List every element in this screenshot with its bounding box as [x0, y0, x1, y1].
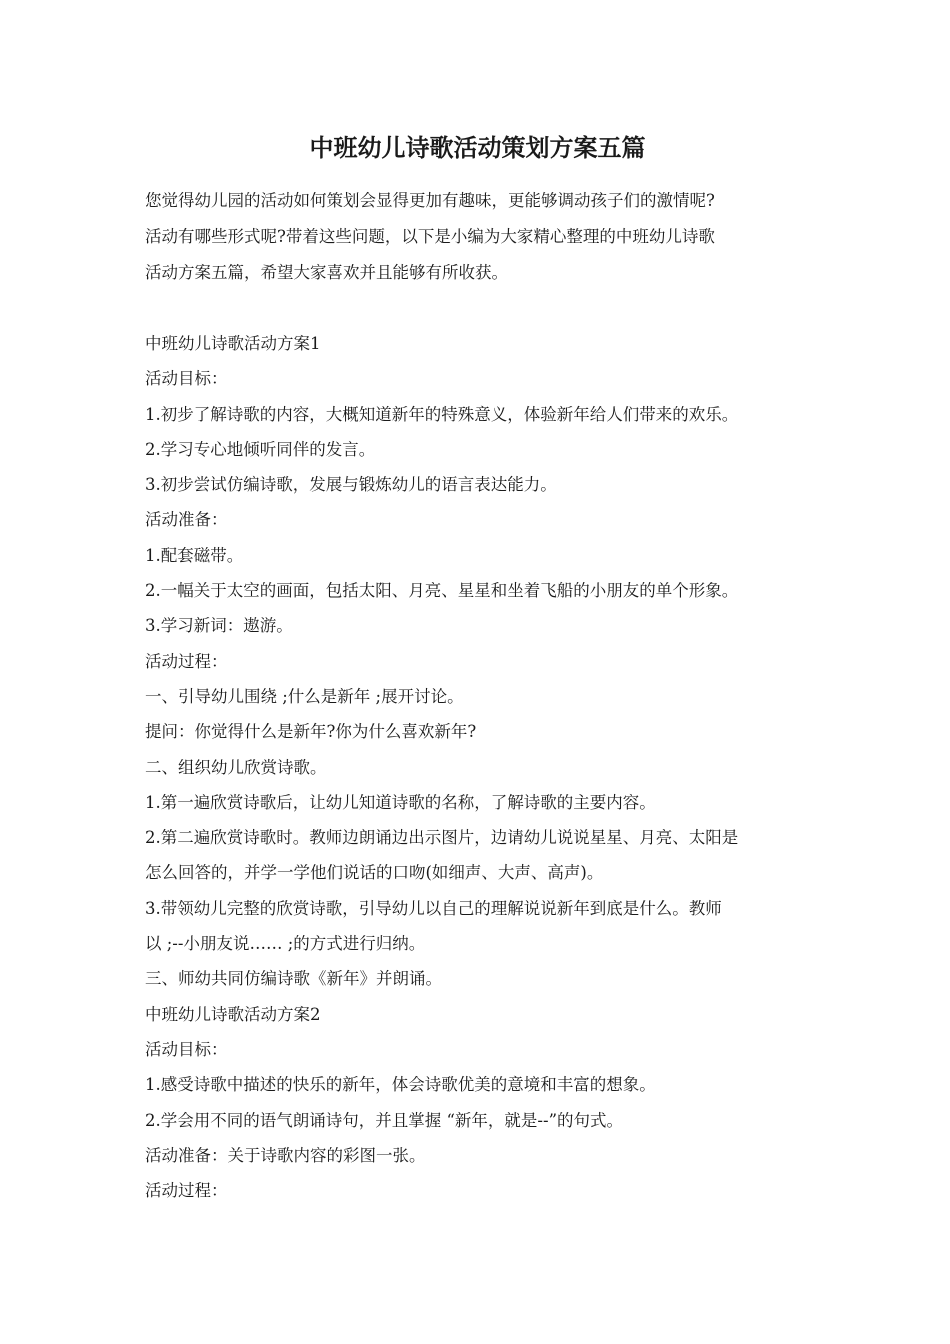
body-line: 以 ;--小朋友说…… ;的方式进行归纳。 [145, 934, 426, 954]
subheading-goals: 活动目标： [145, 1039, 228, 1059]
section-heading-plan-2: 中班幼儿诗歌活动方案2 [145, 1004, 321, 1024]
intro-paragraph [145, 183, 810, 291]
body-line: 1.配套磁带。 [145, 545, 244, 565]
body-line: 2.第二遍欣赏诗歌时。教师边朗诵边出示图片，边请幼儿说说星星、月亮、太阳是 [145, 828, 739, 848]
body-line: 3.带领幼儿完整的欣赏诗歌，引导幼儿以自己的理解说说新年到底是什么。教师 [145, 898, 722, 918]
body-line: 3.初步尝试仿编诗歌，发展与锻炼幼儿的语言表达能力。 [145, 475, 557, 495]
subheading-process: 活动过程： [145, 1181, 228, 1201]
section-heading-plan-1: 中班幼儿诗歌活动方案1 [145, 334, 321, 353]
body-line: 1.感受诗歌中描述的快乐的新年，体会诗歌优美的意境和丰富的想象。 [145, 1075, 656, 1095]
intro-line: 活动方案五篇，希望大家喜欢并且能够有所收获。 [145, 263, 508, 282]
body-line: 怎么回答的，并学一学他们说话的口吻(如细声、大声、高声)。 [145, 863, 604, 883]
document-body [145, 329, 810, 1211]
body-line: 2.学会用不同的语气朗诵诗句，并且掌握 “新年，就是--”的句式。 [145, 1110, 624, 1130]
body-line: 三、师幼共同仿编诗歌《新年》并朗诵。 [145, 969, 442, 989]
body-line: 2.学习专心地倾听同伴的发言。 [145, 439, 376, 459]
body-line: 2.一幅关于太空的画面，包括太阳、月亮、星星和坐着飞船的小朋友的单个形象。 [145, 581, 739, 601]
body-line: 一、引导幼儿围绕 ;什么是新年 ;展开讨论。 [145, 686, 464, 706]
subheading-preparation: 活动准备： [145, 510, 228, 530]
body-line: 1.第一遍欣赏诗歌后，让幼儿知道诗歌的名称，了解诗歌的主要内容。 [145, 792, 656, 812]
intro-line: 您觉得幼儿园的活动如何策划会显得更加有趣味，更能够调动孩子们的激情呢? [145, 191, 715, 210]
body-line: 二、组织幼儿欣赏诗歌。 [145, 757, 327, 777]
body-line: 1.初步了解诗歌的内容，大概知道新年的特殊意义，体验新年给人们带来的欢乐。 [145, 404, 739, 424]
subheading-goals: 活动目标： [145, 369, 228, 389]
subheading-process: 活动过程： [145, 651, 228, 671]
intro-line: 活动有哪些形式呢?带着这些问题，以下是小编为大家精心整理的中班幼儿诗歌 [145, 227, 715, 246]
document-title: 中班幼儿诗歌活动策划方案五篇 [309, 133, 646, 162]
body-line: 3.学习新词：遨游。 [145, 616, 293, 636]
subheading-preparation: 活动准备：关于诗歌内容的彩图一张。 [145, 1145, 426, 1165]
body-line: 提问：你觉得什么是新年?你为什么喜欢新年? [145, 722, 477, 742]
